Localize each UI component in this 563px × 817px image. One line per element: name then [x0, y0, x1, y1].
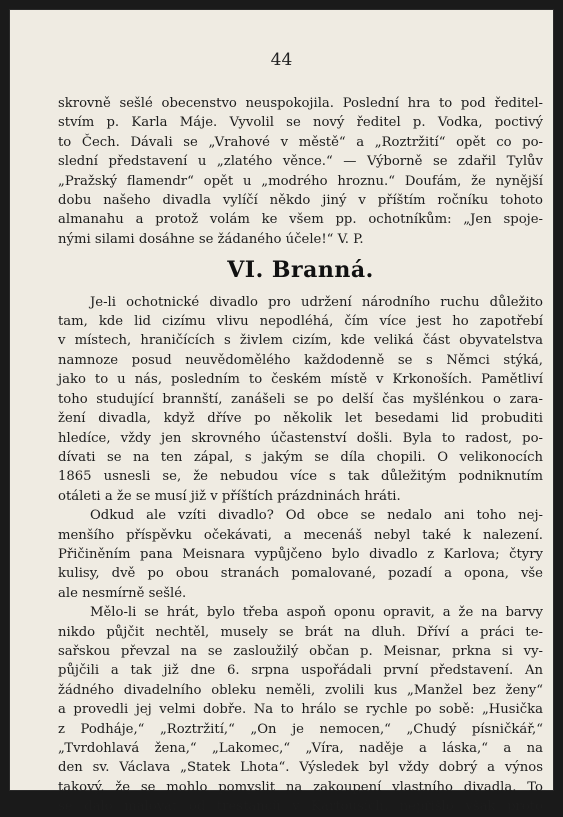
text-line: stvím p. Karla Máje. Vyvolil se nový ředitel p. Vodka, poctivý	[58, 115, 543, 131]
text-line: nými silami dosáhne se žádaného účele!“ V. P.	[58, 231, 364, 247]
text-line: Je-li ochotnické divadlo pro udržení národního ruchu důležito	[90, 294, 543, 310]
text-line: slední představení u „zlatého věnce.“ — Výborně se zdařil Tylův	[58, 154, 543, 170]
book-page	[10, 10, 553, 815]
text-line: namnoze posud neuvědomělého každodenně se s Němci stýká,	[58, 352, 543, 368]
text-line: takový, že se mohlo pomyslit na zakoupení vlastního divadla. To	[58, 779, 543, 795]
text-line: dobu našeho divadla vylíčí někdo jiný v příštím ročníku tohoto	[58, 193, 543, 209]
paragraph	[58, 293, 543, 506]
text-line: skrovně sešlé obecenstvo neuspokojila. Poslední hra to pod ředitel-	[58, 96, 543, 111]
page-content	[58, 94, 543, 817]
text-line: Přičiněním pana Meisnara vypůjčeno bylo divadlo z Karlova; čtyry	[58, 546, 543, 562]
text-line: den sv. Václava „Statek Lhota“. Výsledek byl vždy dobrý a výnos	[58, 760, 543, 776]
text-line: to Čech. Dávali se „Vrahové v městě“ a „Roztržití“ opět co po-	[58, 134, 543, 150]
page-number: 44	[270, 50, 293, 70]
text-line: a provedli jej velmi dobře. Na to hrálo se rychle po sobě: „Husička	[58, 702, 543, 718]
text-line: žádného divadelního obleku neměli, zvolili kus „Manžel bez ženy“	[58, 682, 543, 698]
text-line: dívati se na ten zápal, s jakým se díla chopili. O velikonocích	[58, 449, 543, 465]
text-line: Mělo-li se hrát, bylo třeba aspoň oponu opravit, a že na barvy	[90, 605, 543, 621]
paragraph	[58, 506, 543, 603]
text-line: hledíce, vždy jen skrovného účastenství došli. Byla to radost, po-	[58, 430, 543, 446]
text-line: „Pražský flamendr“ opět u „modrého hroznu.“ Doufám, že nynější	[58, 173, 543, 189]
text-line: menšího příspěvku očekávati, a mecenáš nebyl také k nalezení.	[58, 527, 543, 543]
section-heading: VI. Branná.	[227, 257, 374, 284]
text-line: toho studující brannští, zanášeli se po delší čas myšlénkou o zara-	[58, 391, 543, 407]
text-line: tam, kde lid cizímu vlivu nepodléhá, čím více jest ho zapotřebí	[58, 314, 543, 330]
text-line: v místech, hraničících s živlem cizím, kde veliká část obyvatelstva	[58, 333, 543, 349]
text-line: ale nesmírně sešlé.	[58, 585, 187, 601]
text-line: kulisy, dvě po obou stranách pomalované, pozadí a opona, vše	[58, 566, 543, 582]
text-line: nikdo půjčit nechtěl, musely se brát na dluh. Dříví a práci te-	[58, 624, 543, 640]
text-line: almanahu a protož volám ke všem pp. ochotníkům: „Jen spoje-	[58, 212, 543, 228]
text-line: 1865 usnesli se, že nebudou více s tak důležitým podniknutím	[58, 469, 543, 485]
text-line: z Podháje,“ „Roztržití,“ „On je nemocen,“ „Chudý písničkář,“	[58, 721, 543, 737]
text-line: se dalo malovat od trestanců v Kartousích, nepřišlo však proto	[58, 799, 543, 815]
text-line: žení divadla, když dříve po několik let besedami lid probuditi	[58, 411, 543, 427]
text-line: otáleti a že se musí již v příštích prázdninách hráti.	[58, 488, 401, 504]
text-line: jako to u nás, posledním to českém místě v Krkonoších. Pamětliví	[58, 372, 543, 388]
text-line: „Tvrdohlavá žena,“ „Lakomec,“ „Víra, naděje a láska,“ a na	[58, 741, 543, 756]
paragraph	[58, 603, 543, 816]
text-line: sařskou převzal na se zasloužilý občan p. Meisnar, prkna si vy-	[58, 643, 543, 659]
section-body	[58, 293, 543, 817]
text-line: Odkud ale vzíti divadlo? Od obce se nedalo ani toho nej-	[90, 508, 543, 524]
text-line: půjčili a tak již dne 6. srpna uspořádali první představení. An	[58, 663, 543, 679]
intro-paragraph	[58, 94, 543, 249]
